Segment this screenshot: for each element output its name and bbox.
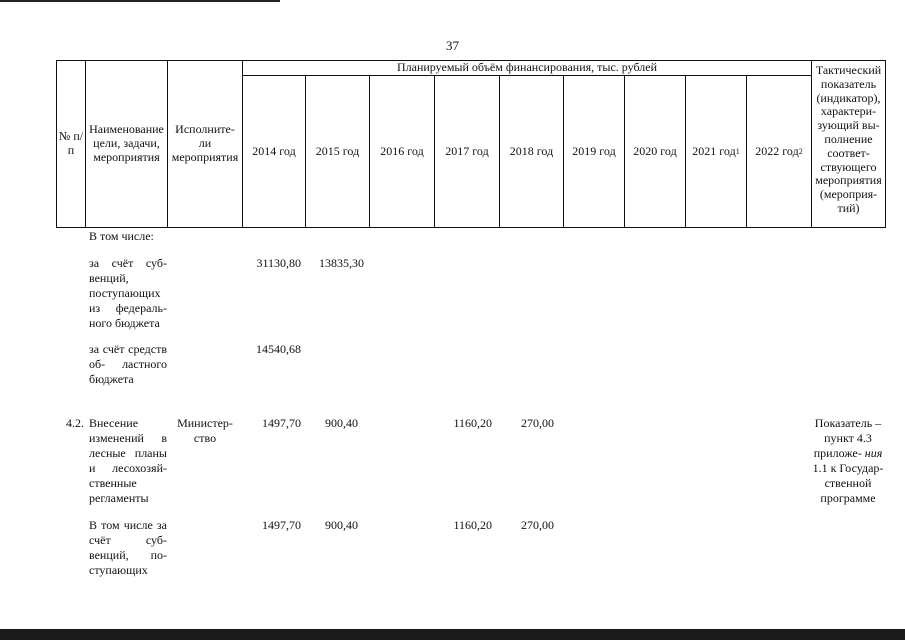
footnote-mark-2: 2	[798, 146, 803, 156]
sub-4-2-2015-value: 900,40	[325, 518, 358, 532]
header-funding-group: Планируемый объём финансирования, тыс. рублей	[396, 60, 657, 75]
sub-4-2-name: В том числе за счёт суб- венций, по- ступающих	[89, 518, 167, 577]
item-4-2-2014-value: 1497,70	[262, 416, 301, 430]
federal-2014-value: 31130,80	[256, 256, 301, 270]
header-year-2021-label: 2021 год	[692, 143, 736, 158]
header-year-2021	[686, 76, 746, 227]
item-4-2-executor: Министер- ство	[177, 416, 233, 445]
page-number: 37	[446, 38, 459, 53]
item-4-2-2018-value: 270,00	[521, 416, 554, 430]
header-bottom-line	[56, 227, 886, 228]
item-4-2-2015-value: 900,40	[325, 416, 358, 430]
header-indicator: Тактический показатель (индикатор), характери- зующий вы- полнение соответ- ствующего мероприятия (мероприя- тий)	[815, 63, 882, 215]
item-4-2-number: 4.2.	[66, 416, 84, 430]
item-4-2-indicator	[806, 416, 890, 506]
indicator-text-post: 1.1 к Государ- ственной программе	[812, 461, 884, 505]
header-year-2015: 2015 год	[315, 143, 360, 158]
header-executor: Исполните- ли мероприятия	[171, 122, 239, 164]
federal-2015-value: 13835,30	[319, 256, 364, 270]
header-year-2019: 2019 год	[572, 143, 616, 158]
scan-edge-top	[0, 0, 280, 2]
item-4-2-name: Внесение изменений в лесные планы и лесохозяй- ственные регламенты	[89, 416, 167, 505]
header-year-2016: 2016 год	[380, 143, 424, 158]
header-year-2014: 2014 год	[252, 143, 296, 158]
header-year-2018: 2018 год	[509, 143, 554, 158]
sub-4-2-2018-value: 270,00	[521, 518, 554, 532]
in-total-label: В том числе:	[89, 229, 154, 243]
col-border	[885, 60, 886, 228]
item-4-2-2017-value: 1160,20	[453, 416, 492, 430]
header-num: № п/п	[58, 129, 84, 157]
indicator-text-em: ния	[864, 446, 883, 460]
federal-subvention-name: за счёт суб- венций, поступающих из федераль- ного бюджета	[89, 256, 167, 330]
regional-2014-value: 14540,68	[256, 342, 301, 356]
indicator-text-pre: Показатель – пункт 4.3 приложе-	[813, 416, 882, 460]
scan-edge-bottom	[0, 629, 905, 640]
header-year-2022-label: 2022 год	[755, 143, 799, 158]
footnote-mark-1: 1	[735, 146, 740, 156]
header-name: Наименование цели, задачи, мероприятия	[89, 122, 164, 164]
regional-budget-name: за счёт средств об- ластного бюджета	[89, 342, 167, 386]
sub-4-2-2017-value: 1160,20	[453, 518, 492, 532]
sub-4-2-2014-value: 1497,70	[262, 518, 301, 532]
header-year-2022	[747, 76, 811, 227]
header-year-2017: 2017 год	[445, 143, 489, 158]
header-year-2020: 2020 год	[633, 143, 677, 158]
